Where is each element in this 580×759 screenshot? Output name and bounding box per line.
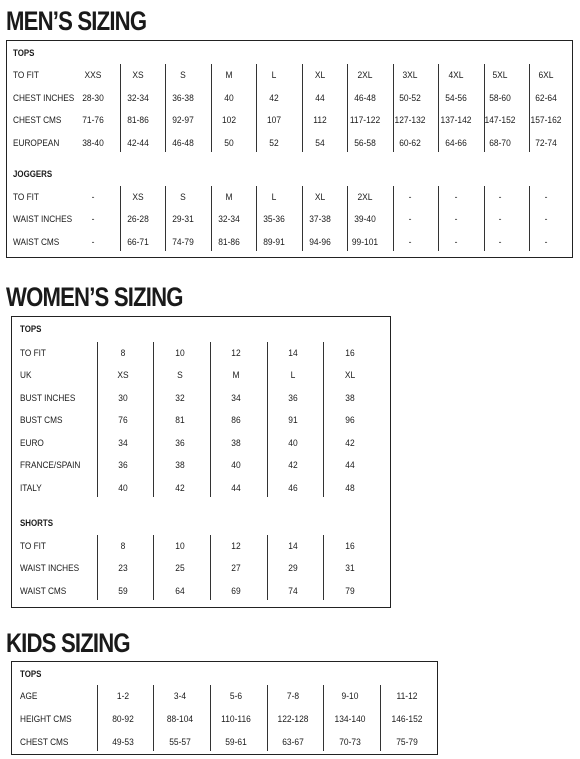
mens-cell: 5XL [492,69,508,80]
mens-column-divider [302,186,303,251]
mens-cell: XXS [84,69,102,80]
womens-column-divider [323,535,324,600]
womens-cell: 23 [118,562,128,573]
womens-cell: S [177,369,183,380]
mens-cell: 102 [221,114,237,125]
mens-cell: S [180,69,186,80]
mens-cell: 50 [224,137,234,148]
womens-cell: 40 [231,459,241,470]
mens-cell: 117-122 [349,114,381,125]
womens-cell: 44 [231,482,241,493]
mens-cell: - [544,213,548,224]
mens-column-divider [302,64,303,152]
womens-section-label: SHORTS [20,518,54,528]
mens-cell: - [408,191,412,202]
mens-cell: 137-142 [440,114,472,125]
kids-cell: 7-8 [286,690,300,701]
womens-cell: 32 [175,392,185,403]
mens-cell: - [544,191,548,202]
mens-cell: XL [314,191,326,202]
womens-cell: XS [117,369,129,380]
mens-cell: - [454,213,458,224]
mens-cell: 35-36 [263,213,285,224]
mens-cell: 39-40 [354,213,376,224]
womens-cell: 10 [175,540,185,551]
kids-cell: 5-6 [229,690,243,701]
kids-cell: 49-53 [112,736,134,747]
mens-row-label: EUROPEAN [13,137,60,148]
mens-cell: XL [314,69,326,80]
womens-cell: 29 [288,562,298,573]
womens-cell: 76 [118,414,128,425]
womens-cell: 44 [345,459,355,470]
kids-cell: 3-4 [173,690,187,701]
womens-row-label: UK [20,369,32,380]
womens-row-label: EURO [20,437,44,448]
mens-cell: 29-31 [172,213,194,224]
womens-column-divider [97,342,98,497]
mens-column-divider [529,64,530,152]
womens-row-label: TO FIT [20,540,46,551]
mens-cell: M [225,69,233,80]
mens-column-divider [484,186,485,251]
mens-cell: 44 [315,92,325,103]
kids-cell: 75-79 [396,736,418,747]
womens-cell: 38 [175,459,185,470]
womens-cell: 36 [118,459,128,470]
mens-cell: 3XL [402,69,418,80]
kids-cell: 70-73 [339,736,361,747]
mens-column-divider [120,186,121,251]
mens-cell: XS [132,69,144,80]
womens-cell: 96 [345,414,355,425]
mens-cell: - [91,191,95,202]
mens-column-divider [347,186,348,251]
womens-cell: M [232,369,240,380]
mens-cell: XS [132,191,144,202]
mens-cell: 60-62 [399,137,421,148]
womens-cell: 81 [175,414,185,425]
womens-cell: 74 [288,585,298,596]
womens-cell: 16 [345,347,355,358]
mens-column-divider [347,64,348,152]
womens-cell: 42 [288,459,298,470]
mens-cell: 71-76 [82,114,104,125]
womens-cell: 31 [345,562,355,573]
womens-column-divider [153,342,154,497]
mens-cell: - [91,213,95,224]
kids-cell: 146-152 [391,713,423,724]
mens-row-label: WAIST INCHES [13,213,73,224]
womens-cell: 25 [175,562,185,573]
womens-cell: 34 [118,437,128,448]
womens-row-label: ITALY [20,482,42,493]
mens-cell: 46-48 [354,92,376,103]
mens-cell: 68-70 [489,137,511,148]
womens-section-label: TOPS [20,324,42,334]
womens-cell: 46 [288,482,298,493]
womens-row-label: TO FIT [20,347,46,358]
mens-sizing-title: MEN’S SIZING [6,6,147,36]
mens-cell: 42 [269,92,279,103]
womens-cell: 12 [231,347,241,358]
mens-cell: 54-56 [445,92,467,103]
mens-row-label: TO FIT [13,69,39,80]
womens-sizing-title: WOMEN’S SIZING [6,282,183,312]
mens-cell: 157-162 [530,114,562,125]
mens-cell: 58-60 [489,92,511,103]
womens-row-label: BUST CMS [20,414,63,425]
kids-row-label: HEIGHT CMS [20,713,72,724]
mens-cell: L [271,191,277,202]
womens-cell: 59 [118,585,128,596]
mens-column-divider [165,64,166,152]
womens-cell: 27 [231,562,241,573]
mens-cell: 6XL [538,69,554,80]
womens-cell: 42 [175,482,185,493]
womens-cell: 36 [175,437,185,448]
mens-section-label: JOGGERS [13,169,53,179]
mens-cell: - [91,236,95,247]
mens-cell: 42-44 [127,137,149,148]
mens-cell: 37-38 [309,213,331,224]
womens-cell: 64 [175,585,185,596]
womens-cell: 40 [118,482,128,493]
mens-cell: - [498,213,502,224]
womens-column-divider [323,342,324,497]
mens-cell: M [225,191,233,202]
mens-cell: 92-97 [172,114,194,125]
kids-cell: 59-61 [225,736,247,747]
mens-cell: 52 [269,137,279,148]
mens-cell: 66-71 [127,236,149,247]
mens-cell: 32-34 [218,213,240,224]
womens-cell: 34 [231,392,241,403]
kids-row-label: AGE [20,690,38,701]
mens-cell: 72-74 [535,137,557,148]
mens-column-divider [120,64,121,152]
mens-cell: - [498,236,502,247]
mens-column-divider [211,64,212,152]
kids-column-divider [323,685,324,751]
kids-cell: 9-10 [341,690,359,701]
mens-cell: 107 [266,114,282,125]
womens-row-label: BUST INCHES [20,392,76,403]
mens-cell: 46-48 [172,137,194,148]
kids-cell: 1-2 [116,690,130,701]
mens-column-divider [438,64,439,152]
mens-column-divider [529,186,530,251]
mens-cell: 127-132 [394,114,426,125]
kids-column-divider [267,685,268,751]
womens-column-divider [267,342,268,497]
kids-column-divider [97,685,98,751]
womens-cell: 14 [288,347,298,358]
mens-column-divider [393,64,394,152]
womens-cell: 86 [231,414,241,425]
womens-cell: 16 [345,540,355,551]
womens-cell: XL [344,369,356,380]
mens-cell: 36-38 [172,92,194,103]
mens-cell: 28-30 [82,92,104,103]
mens-cell: 38-40 [82,137,104,148]
womens-row-label: WAIST INCHES [20,562,80,573]
womens-column-divider [210,342,211,497]
mens-column-divider [438,186,439,251]
kids-column-divider [153,685,154,751]
womens-cell: 30 [118,392,128,403]
kids-column-divider [210,685,211,751]
mens-column-divider [256,64,257,152]
mens-cell: - [454,191,458,202]
kids-cell: 134-140 [334,713,366,724]
mens-cell: 99-101 [351,236,379,247]
womens-cell: 79 [345,585,355,596]
womens-cell: 38 [231,437,241,448]
womens-cell: 14 [288,540,298,551]
mens-column-divider [256,186,257,251]
womens-cell: 10 [175,347,185,358]
mens-cell: 81-86 [127,114,149,125]
womens-cell: 42 [345,437,355,448]
kids-section-label: TOPS [20,669,42,679]
mens-cell: 2XL [357,191,373,202]
kids-cell: 88-104 [166,713,194,724]
mens-cell: 50-52 [399,92,421,103]
womens-cell: 36 [288,392,298,403]
womens-cell: L [290,369,296,380]
kids-cell: 80-92 [112,713,134,724]
womens-row-label: WAIST CMS [20,585,67,596]
mens-cell: - [408,213,412,224]
mens-cell: 32-34 [127,92,149,103]
womens-cell: 69 [231,585,241,596]
mens-cell: - [408,236,412,247]
womens-column-divider [267,535,268,600]
mens-cell: 54 [315,137,325,148]
mens-cell: 74-79 [172,236,194,247]
mens-cell: - [498,191,502,202]
womens-cell: 91 [288,414,298,425]
mens-cell: 62-64 [535,92,557,103]
mens-cell: - [544,236,548,247]
womens-column-divider [153,535,154,600]
mens-cell: 2XL [357,69,373,80]
womens-column-divider [97,535,98,600]
mens-cell: 40 [224,92,234,103]
womens-cell: 12 [231,540,241,551]
mens-row-label: TO FIT [13,191,39,202]
mens-cell: 26-28 [127,213,149,224]
kids-cell: 55-57 [169,736,191,747]
mens-column-divider [165,186,166,251]
mens-row-label: CHEST INCHES [13,92,75,103]
mens-cell: 112 [313,114,327,125]
kids-column-divider [380,685,381,751]
mens-cell: 94-96 [309,236,331,247]
kids-cell: 122-128 [277,713,309,724]
kids-row-label: CHEST CMS [20,736,69,747]
mens-cell: 64-66 [445,137,467,148]
mens-cell: 147-152 [484,114,516,125]
womens-cell: 8 [120,540,126,551]
kids-cell: 11-12 [396,690,418,701]
mens-row-label: WAIST CMS [13,236,60,247]
mens-column-divider [211,186,212,251]
mens-section-label: TOPS [13,48,35,58]
mens-cell: 81-86 [218,236,240,247]
kids-cell: 110-116 [221,713,251,724]
kids-cell: 63-67 [282,736,304,747]
womens-cell: 40 [288,437,298,448]
mens-cell: S [180,191,186,202]
mens-column-divider [484,64,485,152]
mens-column-divider [393,186,394,251]
womens-cell: 38 [345,392,355,403]
kids-sizing-title: KIDS SIZING [6,628,130,658]
womens-column-divider [210,535,211,600]
mens-row-label: CHEST CMS [13,114,62,125]
mens-cell: 89-91 [263,236,285,247]
womens-row-label: FRANCE/SPAIN [20,459,81,470]
womens-cell: 48 [345,482,355,493]
mens-cell: L [271,69,277,80]
mens-cell: - [454,236,458,247]
womens-cell: 8 [120,347,126,358]
mens-cell: 56-58 [354,137,376,148]
mens-cell: 4XL [448,69,464,80]
